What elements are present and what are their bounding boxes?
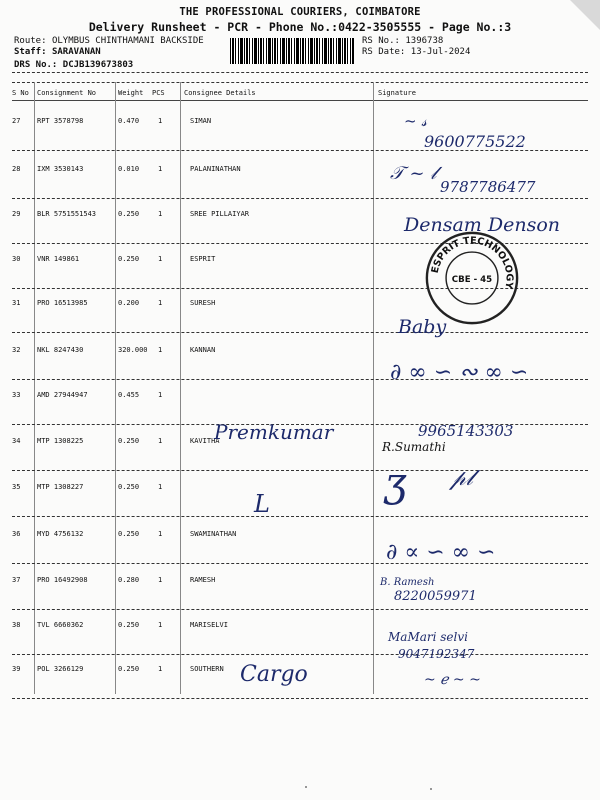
cell-sno: 32 xyxy=(12,346,21,354)
cell-weight: 0.250 xyxy=(118,437,140,445)
cell-consignment: BLR 5751551543 xyxy=(37,210,97,218)
handwritten-cargo-39: Cargo xyxy=(240,662,308,687)
row-divider xyxy=(12,609,588,610)
cell-weight: 0.250 xyxy=(118,665,140,673)
drs-line xyxy=(14,60,133,70)
company-stamp xyxy=(424,230,520,326)
col-divider xyxy=(180,82,181,694)
staff-line xyxy=(14,47,101,57)
cell-consignment: POL 3266129 xyxy=(37,665,84,673)
cell-consignee: KANNAN xyxy=(190,346,216,354)
speck xyxy=(430,788,432,790)
barcode xyxy=(230,38,354,64)
cell-pcs: 1 xyxy=(158,530,163,538)
col-divider xyxy=(115,82,116,694)
company-title: THE PROFESSIONAL COURIERS, COIMBATORE xyxy=(179,6,421,18)
handwritten-phone-37: 8220059971 xyxy=(394,589,477,604)
handwritten-name-29: Densam Denson xyxy=(404,214,560,236)
col-consignment: Consignment No xyxy=(37,89,97,97)
rs-date-label: RS Date: xyxy=(362,47,406,57)
cell-sno: 36 xyxy=(12,530,21,538)
handwritten-tamil-sign-32: ∂ ∞ ∽ ∾ ∞ ∽ xyxy=(390,360,529,385)
handwritten-mark-35: L xyxy=(254,490,270,518)
runsheet-title: Delivery Runsheet - PCR - Phone No.:0422-3505555 - Page No.:3 xyxy=(88,20,512,34)
row-divider xyxy=(12,654,588,655)
cell-consignment: IXM 3530143 xyxy=(37,165,84,173)
cell-consignee: PALANINATHAN xyxy=(190,165,241,173)
cell-pcs: 1 xyxy=(158,621,163,629)
cell-sno: 29 xyxy=(12,210,21,218)
col-divider xyxy=(373,82,374,694)
cell-pcs: 1 xyxy=(158,483,163,491)
row-divider xyxy=(12,332,588,333)
drs-value: DCJB139673803 xyxy=(62,60,134,70)
row-divider xyxy=(12,516,588,517)
col-sno: S No xyxy=(12,89,29,97)
handwritten-sign-34b: 𝓅𝓁 xyxy=(450,466,473,491)
signature-scribble: ~ 𝓈 xyxy=(404,112,427,130)
cell-weight: 0.455 xyxy=(118,391,140,399)
row-divider xyxy=(12,698,588,699)
cell-sno: 34 xyxy=(12,437,21,445)
handwritten-phone-27: 9600775522 xyxy=(424,132,526,151)
cell-pcs: 1 xyxy=(158,576,163,584)
rs-no-label: RS No.: xyxy=(362,36,400,46)
drs-label: DRS No.: xyxy=(14,60,58,70)
handwritten-sign-33: R.Sumathi xyxy=(382,440,446,454)
column-header-rule xyxy=(12,100,588,101)
cell-consignee: SREE PILLAIYAR xyxy=(190,210,250,218)
cell-consignee: ESPRIT xyxy=(190,255,216,263)
cell-consignment: AMD 27944947 xyxy=(37,391,88,399)
handwritten-tamil-sign-36: ∂ ∝ ∽ ∞ ∽ xyxy=(386,540,496,565)
cell-sno: 27 xyxy=(12,117,21,125)
cell-weight: 0.250 xyxy=(118,530,140,538)
stamp-ring-text: ESPRIT TECHNOLOGY xyxy=(429,235,515,290)
cell-sno: 33 xyxy=(12,391,21,399)
cell-sno: 37 xyxy=(12,576,21,584)
cell-pcs: 1 xyxy=(158,391,163,399)
rs-no-line xyxy=(362,36,443,46)
cell-consignment: PRO 16513985 xyxy=(37,299,88,307)
handwritten-phone-33: 9965143303 xyxy=(418,422,514,440)
cell-sno: 28 xyxy=(12,165,21,173)
handwritten-name-31: Baby xyxy=(398,316,447,338)
cell-consignment: PRO 16492908 xyxy=(37,576,88,584)
cell-consignment: MTP 1308227 xyxy=(37,483,84,491)
cell-weight: 0.280 xyxy=(118,576,140,584)
cell-weight: 0.250 xyxy=(118,483,140,491)
table-top-rule xyxy=(12,82,588,83)
handwritten-phone-28: 9787786477 xyxy=(440,178,536,196)
cell-consignee: SWAMINATHAN xyxy=(190,530,237,538)
cell-consignee: MARISELVI xyxy=(190,621,228,629)
route-label: Route: xyxy=(14,36,47,46)
cell-consignee: SOUTHERN xyxy=(190,665,224,673)
cell-consignment: MYD 4756132 xyxy=(37,530,84,538)
cell-pcs: 1 xyxy=(158,210,163,218)
col-divider xyxy=(34,82,35,694)
col-pcs: PCS xyxy=(152,89,165,97)
cell-weight: 320.000 xyxy=(118,346,148,354)
header-divider xyxy=(12,72,588,73)
signature-scribble: ~ ℯ ~ ~ xyxy=(424,672,481,688)
cell-sno: 35 xyxy=(12,483,21,491)
speck xyxy=(305,786,307,788)
cell-consignment: NKL 8247430 xyxy=(37,346,84,354)
cell-weight: 0.250 xyxy=(118,255,140,263)
staff-label: Staff: xyxy=(14,47,47,57)
cell-sno: 39 xyxy=(12,665,21,673)
cell-weight: 0.010 xyxy=(118,165,140,173)
cell-sno: 38 xyxy=(12,621,21,629)
col-weight: Weight xyxy=(118,89,144,97)
row-divider xyxy=(12,198,588,199)
cell-consignment: TVL 6660362 xyxy=(37,621,84,629)
cell-consignment: VNR 149861 xyxy=(37,255,80,263)
cell-weight: 0.250 xyxy=(118,621,140,629)
staff-value: SARAVANAN xyxy=(51,47,101,57)
row-divider xyxy=(12,470,588,471)
cell-pcs: 1 xyxy=(158,299,163,307)
rs-date-value: 13-Jul-2024 xyxy=(410,47,471,57)
cell-sno: 31 xyxy=(12,299,21,307)
handwritten-sign-34: ʒ xyxy=(384,460,407,506)
cell-pcs: 1 xyxy=(158,117,163,125)
col-consignee: Consignee Details xyxy=(184,89,256,97)
cell-consignee: RAMESH xyxy=(190,576,216,584)
cell-consignee: KAVITHA xyxy=(190,437,220,445)
cell-pcs: 1 xyxy=(158,665,163,673)
cell-pcs: 1 xyxy=(158,255,163,263)
cell-weight: 0.470 xyxy=(118,117,140,125)
handwritten-phone-38: 9047192347 xyxy=(398,647,475,661)
rs-date-line xyxy=(362,47,470,57)
cell-consignment: MTP 1308225 xyxy=(37,437,84,445)
col-signature: Signature xyxy=(378,89,416,97)
cell-pcs: 1 xyxy=(158,165,163,173)
row-divider xyxy=(12,563,588,564)
cell-consignee: SIMAN xyxy=(190,117,212,125)
rs-no-value: 1396738 xyxy=(405,36,444,46)
cell-sno: 30 xyxy=(12,255,21,263)
route-line xyxy=(14,36,204,46)
cell-pcs: 1 xyxy=(158,437,163,445)
cell-weight: 0.200 xyxy=(118,299,140,307)
cell-weight: 0.250 xyxy=(118,210,140,218)
stamp-center-text: CBE - 45 xyxy=(451,274,493,285)
handwritten-name-37: B. Ramesh xyxy=(380,577,435,588)
route-value: OLYMBUS CHINTHAMANI BACKSIDE xyxy=(51,36,204,46)
signature-scribble: 𝒯 ~ 𝓁 xyxy=(390,163,437,184)
handwritten-name-33: Premkumar xyxy=(214,420,334,444)
handwritten-name-38: MaMari selvi xyxy=(388,630,468,644)
cell-consignee: SURESH xyxy=(190,299,216,307)
cell-pcs: 1 xyxy=(158,346,163,354)
cell-consignment: RPT 3578798 xyxy=(37,117,84,125)
